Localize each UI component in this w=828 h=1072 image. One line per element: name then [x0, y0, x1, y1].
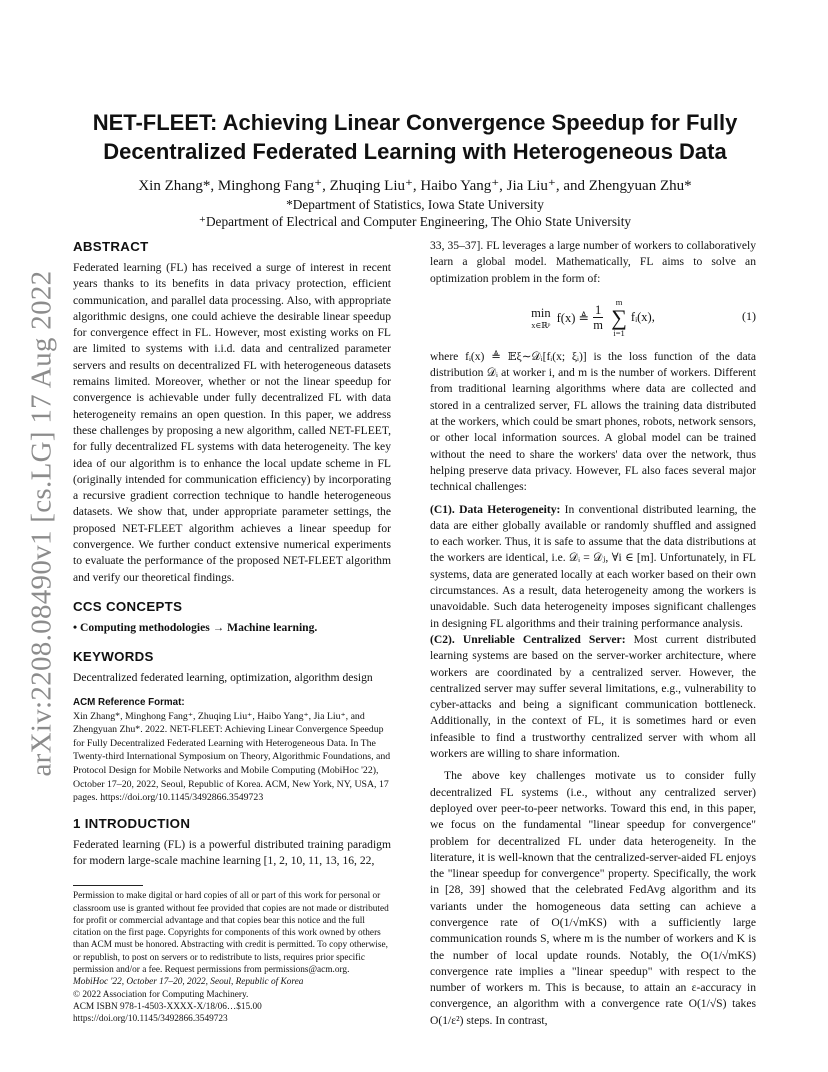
- eq-rhs: fᵢ(x),: [630, 310, 655, 325]
- keywords-text: Decentralized federated learning, optimization, algorithm design: [73, 671, 373, 685]
- permission-notice: Permission to make digital or hard copies of all or part of this work for personal or classroom use is granted without fee provided that copies are not made or distributed for profit or commercial advantage and that copies bear this notice and the full citation on the first page. Copyrights for components of this work owned by others than ACM must be honored. Abstracting with credit is permitted. To copy otherwise, or republish, to post on servers or to redistribute to lists, requires prior specific permission and/or a fee. Request permissions from permissions@acm.org.: [73, 891, 389, 976]
- affiliation-statistics: *Department of Statistics, Iowa State University: [286, 197, 544, 212]
- c2-label: (C2). Unreliable Centralized Server:: [430, 632, 626, 646]
- eq-sum-bottom: i=1: [613, 327, 625, 338]
- doi-line[interactable]: https://doi.org/10.1145/3492866.3549723: [73, 1014, 228, 1025]
- footnote-rule: [73, 885, 143, 886]
- eq-min-label: min: [531, 305, 551, 320]
- introduction-text: Federated learning (FL) is a powerful distributed training paradigm for modern large-scale machine learning [1, 2, 10, 11, 13, 16, 22,: [73, 837, 391, 867]
- affiliation-ece: ⁺Department of Electrical and Computer Engineering, The Ohio State University: [198, 214, 632, 229]
- equation-1: [430, 287, 756, 349]
- eq-frac-den: m: [593, 318, 603, 333]
- eq-sum-top: m: [615, 296, 623, 307]
- copyright-line: © 2022 Association for Computing Machinery.: [73, 989, 249, 1000]
- abstract-text: Federated learning (FL) has received a surge of interest in recent years thanks to its benefits in data privacy protection, efficient communication, and parallel data processing. Also, with appropriate algorithmic designs, one could achieve the desirable linear speedup for convergence effect in FL. However, most existing works on FL are limited to systems with i.i.d. data and centralized parameter servers and results on decentralized FL with heterogeneous datasets remains limited. Moreover, whether or not the linear speedup for convergence is achievable under fully decentralized FL with data heterogeneity remains an open question. In this paper, we address these challenges by proposing a new algorithm, called NET-FLEET, for fully decentralized FL systems with data heterogeneity. The key idea of our algorithm is to enhance the local update scheme in FL (originally intended for communication efficiency) by incorporating a recursive gradient correction technique to handle heterogeneous datasets. We show that, under appropriate parameter settings, the proposed NET-FLEET algorithm achieves a linear speedup for convergence. We further conduct extensive numerical experiments to evaluate the performance of the proposed NET-FLEET algorithm and verify our theoretical findings.: [73, 261, 391, 584]
- ccs-text: • Computing methodologies → Machine learning.: [73, 620, 318, 634]
- challenge-c2: [430, 632, 756, 762]
- eq-min: [531, 306, 550, 330]
- c1-text: In conventional distributed learning, the data are either globally available or randomly shuffled and assigned to each worker. Thus, it is safe to assume that the data distributions at the workers are identical, i.e. 𝒟ᵢ = 𝒟ⱼ, ∀i ∈ [m]. Unfortunately, in FL systems, data are generated locally at each worker based on their own circumstances. As a result, data heterogeneity among the workers is unavoidable. Such data heterogeneity imposes significant challenges in designing FL algorithms and their training performance analysis.: [430, 502, 756, 630]
- eq-fraction: [593, 303, 603, 332]
- abstract-heading: ABSTRACT: [73, 239, 149, 254]
- author-list: Xin Zhang*, Minghong Fang⁺, Zhuqing Liu⁺, Haibo Yang⁺, Jia Liu⁺, and Zhengyuan Zhu*: [138, 178, 692, 194]
- eq-frac-num: 1: [594, 303, 602, 318]
- eq-lhs: f(x) ≜: [556, 310, 589, 325]
- c2-text: Most current distributed learning systems are based on the server-worker architecture, where workers are coordinated by a centralized server. However, the centralized server may suffer several limitations, e.g., vulnerability to cyber-attacks and being a significant communication bottleneck. Additionally, in the context of FL, it is sometimes hard or even infeasible to find a trustworthy centralized server with whom all workers are willing to share information.: [430, 632, 756, 761]
- equation-number: (1): [742, 308, 756, 323]
- motivation-text: The above key challenges motivate us to consider fully decentralized FL systems (i.e., without any centralized server) deployed over peer-to-peer networks. Toward this end, in this paper, we focus on the fundamental "linear speedup for convergence" problem for decentralized FL under data heterogeneity. In the literature, it is well-known that the centralized-server-aided FL enjoys the "linear speedup for convergence" property. Specifically, the work in [28, 39] showed that the celebrated FedAvg algorithm and its variants under the homogeneous data setting can achieve a convergence rate of O(1/√mKS) with a sufficiently large communication rounds S, where m is the number of workers and K is the number of local update rounds. Notably, the O(1/√mKS) convergence rate implies a "linear speedup" with respect to the number of workers m. This is because, to attain an ε-accuracy in convergence, an algorithm with a convergence rate O(1/√S) takes O(1/ε²) steps. In contrast,: [430, 769, 756, 1027]
- right-column: [430, 238, 756, 1029]
- intro-continued-text: 33, 35–37]. FL leverages a large number of workers to collaboratively learn a global model. Mathematically, FL aims to solve an optimization problem in the form of:: [430, 239, 756, 285]
- introduction-heading: 1 INTRODUCTION: [73, 815, 191, 831]
- keywords-heading: KEYWORDS: [73, 649, 154, 665]
- ccs-heading: CCS CONCEPTS: [73, 598, 183, 614]
- paper-title: NET-FLEET: Achieving Linear Convergence Speedup for Fully Decentralized Federated Learning with Heterogeneous Data: [92, 110, 738, 164]
- eq-summation: [611, 298, 627, 338]
- acm-reference-text: Xin Zhang*, Minghong Fang⁺, Zhuqing Liu⁺, Haibo Yang⁺, Jia Liu⁺, and Zhengyuan Zhu*. 2022. NET-FLEET: Achieving Linear Convergence Speedup for Fully Decentralized Federated Learning with Heterogeneous Data. In The Twenty-third International Symposium on Theory, Algorithmic Foundations, and Protocol Design for Mobile Networks and Mobile Computing (MobiHoc '22), October 17–20, 2022, Seoul, Republic of Korea. ACM, New York, NY, USA, 17 pages. https://doi.org/10.1145/3492866.3549723: [73, 710, 391, 804]
- eq-min-sub: x∈ℝᵖ: [531, 320, 551, 330]
- venue-line: MobiHoc '22, October 17–20, 2022, Seoul, Republic of Korea: [73, 977, 304, 988]
- loss-function-text: where fᵢ(x) ≜ 𝔼ξ∼𝒟ᵢ[fᵢ(x; ξᵢ)] is the loss function of the data distribution 𝒟ᵢ at worker i, and m is the number of workers. Different from traditional learning algorithms where data are collected and stored in a centralized server, FL allows the training data distributed at the workers, which could be smart phones, robots, network sensors, or other local information sources. A global model can be trained without the need to share the workers' data over the network, thus helping preserve data privacy. However, FL also faces several major technical challenges:: [430, 349, 756, 494]
- challenge-c1: [430, 502, 756, 632]
- c1-label: (C1). Data Heterogeneity:: [430, 502, 561, 516]
- left-column: [73, 238, 391, 1026]
- footnote-block: [73, 885, 391, 1025]
- acm-reference-heading: ACM Reference Format:: [73, 696, 185, 708]
- acm-reference: [73, 697, 391, 805]
- isbn-line: ACM ISBN 978-1-4503-XXXX-X/18/06…$15.00: [73, 1001, 262, 1012]
- arxiv-stamp: arXiv:2208.08490v1 [cs.LG] 17 Aug 2022: [25, 270, 58, 776]
- sigma-icon: ∑: [611, 304, 627, 330]
